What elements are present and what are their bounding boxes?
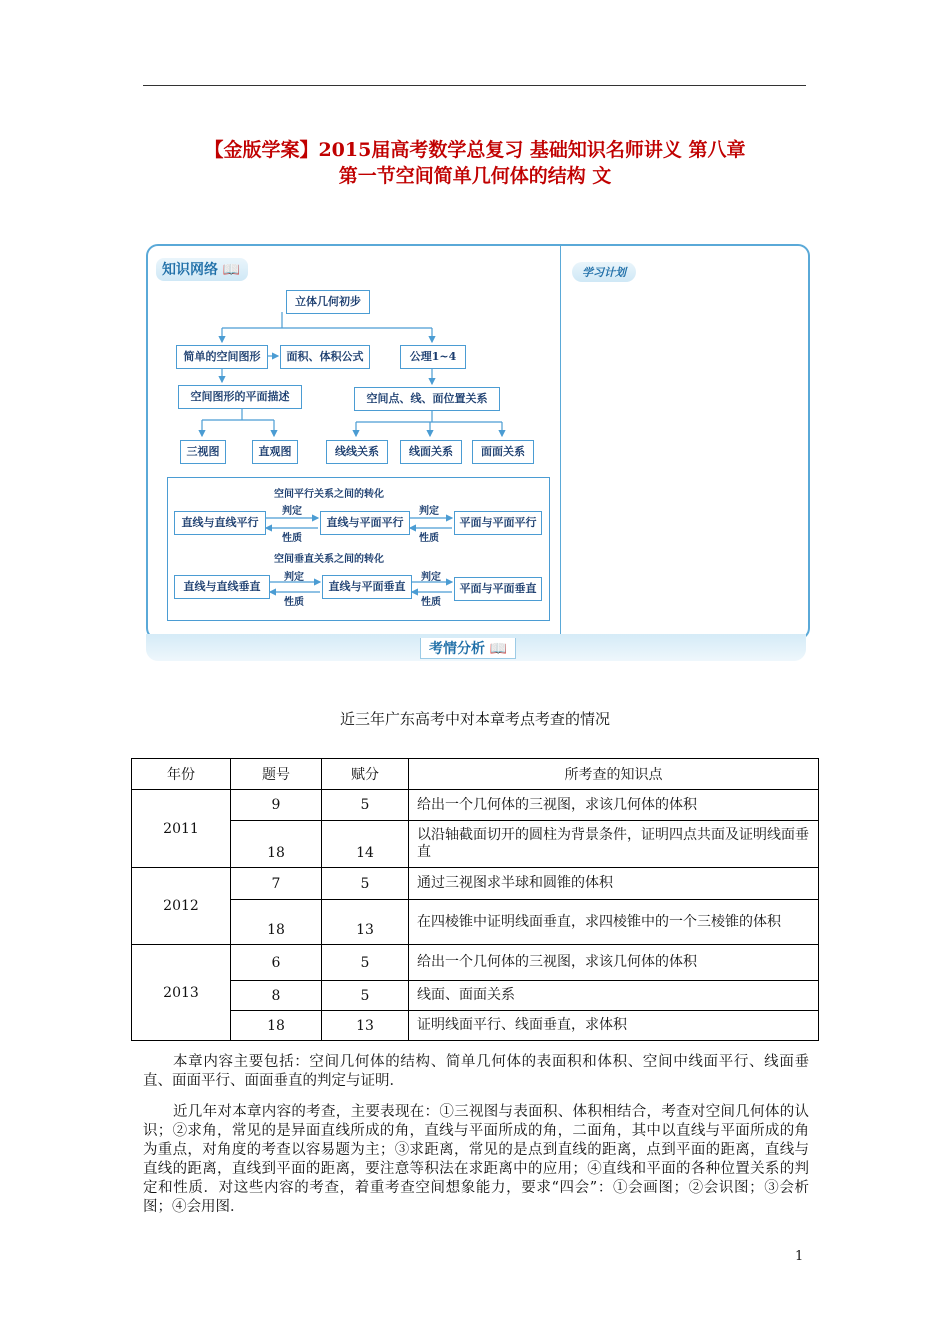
parallel-property-1: 性质 (282, 533, 302, 544)
perp-line-plane: 直线与平面垂直 (322, 575, 412, 599)
study-plan-banner: 学习计划 (572, 262, 636, 282)
cell-no: 7 (231, 868, 322, 900)
node-simple-shapes: 简单的空间图形 (176, 345, 268, 369)
parallel-judge-2: 判定 (419, 506, 439, 517)
cell-score: 5 (322, 981, 409, 1011)
node-intuitive: 直观图 (252, 440, 298, 464)
cell-topic: 给出一个几何体的三视图，求该几何体的体积 (409, 945, 819, 981)
node-three-view: 三视图 (180, 440, 226, 464)
node-plane-plane: 面面关系 (472, 440, 534, 464)
perp-property-1: 性质 (284, 597, 304, 608)
cell-no: 18 (231, 1011, 322, 1041)
cell-no: 8 (231, 981, 322, 1011)
doc-title-line2: 第一节空间简单几何体的结构 文 (338, 165, 612, 187)
cell-topic: 通过三视图求半球和圆锥的体积 (409, 868, 819, 900)
node-line-line: 线线关系 (326, 440, 388, 464)
node-plane-desc: 空间图形的平面描述 (178, 385, 302, 409)
node-axioms: 公理1~4 (400, 345, 466, 369)
table-row (132, 900, 819, 945)
parallel-property-2: 性质 (419, 533, 439, 544)
perp-plane-plane: 平面与平面垂直 (454, 577, 542, 601)
node-area-volume: 面积、体积公式 (280, 345, 370, 369)
perp-judge-1: 判定 (284, 572, 304, 583)
cell-year: 2012 (132, 868, 231, 945)
table-header-row (132, 759, 819, 790)
cell-topic: 线面、面面关系 (409, 981, 819, 1011)
header-rule (143, 85, 806, 86)
table-row (132, 981, 819, 1011)
parallel-line-line: 直线与直线平行 (174, 511, 266, 535)
table-row (132, 790, 819, 821)
cell-topic: 以沿轴截面切开的圆柱为背景条件，证明四点共面及证明线面垂直 (409, 821, 819, 868)
table-row (132, 1011, 819, 1041)
knowledge-network-banner: 知识网络 📖 (156, 258, 248, 281)
cell-year: 2011 (132, 790, 231, 868)
parallel-heading: 空间平行关系之间的转化 (274, 489, 384, 500)
col-year: 年份 (132, 759, 231, 790)
intro-paragraph: 本章内容主要包括：空间几何体的结构、简单几何体的表面积和体积、空间中线面平行、线面垂直、面面平行、面面垂直的判定与证明． (143, 1054, 809, 1089)
table-row (132, 945, 819, 981)
cell-year: 2013 (132, 945, 231, 1041)
cell-score: 13 (322, 1011, 409, 1041)
doc-title-line1: 【金版学案】2015届高考数学总复习 基础知识名师讲义 第八章 (204, 139, 746, 161)
parallel-plane-plane: 平面与平面平行 (454, 511, 542, 535)
node-relations: 空间点、线、面位置关系 (354, 387, 500, 411)
book-icon: 📖 (489, 641, 508, 657)
table-row (132, 868, 819, 900)
col-score: 赋分 (322, 759, 409, 790)
cell-topic: 证明线面平行、线面垂直，求体积 (409, 1011, 819, 1041)
knowledge-panel (146, 244, 810, 640)
col-no: 题号 (231, 759, 322, 790)
perpendicular-heading: 空间垂直关系之间的转化 (274, 554, 384, 565)
exam-analysis-banner: 考情分析 📖 (420, 638, 516, 659)
cell-score: 14 (322, 821, 409, 868)
cell-no: 6 (231, 945, 322, 981)
cell-score: 13 (322, 900, 409, 945)
exam-table (131, 758, 819, 1041)
exam-analysis-strip (146, 634, 806, 661)
node-line-plane: 线面关系 (400, 440, 462, 464)
panel-divider (560, 246, 561, 638)
book-icon: 📖 (222, 262, 241, 278)
analysis-paragraph: 近几年对本章内容的考查，主要表现在：①三视图与表面积、体积相结合，考查对空间几何体的认识；②求角，常见的是异面直线所成的角，直线与平面所成的角，二面角，其中以直线与平面所成的角为重点，对角度的考查以容易题为主；③求距离，常见的是点到直线的距离，点到平面的距离，直线与直线的距离，直线到平面的距离，要注意等积法在求距离中的应用；④直线和平面的各种位置关系的判定和性质．对这些内容的考查，着重考查空间想象能力，要求“四会”：①会画图；②会识图；③会析图；④会用图． (143, 1104, 809, 1215)
cell-no: 18 (231, 900, 322, 945)
parallel-judge-1: 判定 (282, 506, 302, 517)
cell-no: 18 (231, 821, 322, 868)
table-caption: 近三年广东高考中对本章考点考查的情况 (339, 710, 610, 728)
page-number: 1 (795, 1249, 804, 1264)
col-topic: 所考查的知识点 (409, 759, 819, 790)
table-row (132, 821, 819, 868)
cell-score: 5 (322, 790, 409, 821)
cell-score: 5 (322, 945, 409, 981)
cell-topic: 在四棱锥中证明线面垂直，求四棱锥中的一个三棱锥的体积 (409, 900, 819, 945)
perp-judge-2: 判定 (421, 572, 441, 583)
cell-no: 9 (231, 790, 322, 821)
perp-property-2: 性质 (421, 597, 441, 608)
node-root: 立体几何初步 (286, 290, 370, 314)
cell-topic: 给出一个几何体的三视图，求该几何体的体积 (409, 790, 819, 821)
cell-score: 5 (322, 868, 409, 900)
parallel-line-plane: 直线与平面平行 (320, 511, 410, 535)
perp-line-line: 直线与直线垂直 (174, 575, 270, 599)
